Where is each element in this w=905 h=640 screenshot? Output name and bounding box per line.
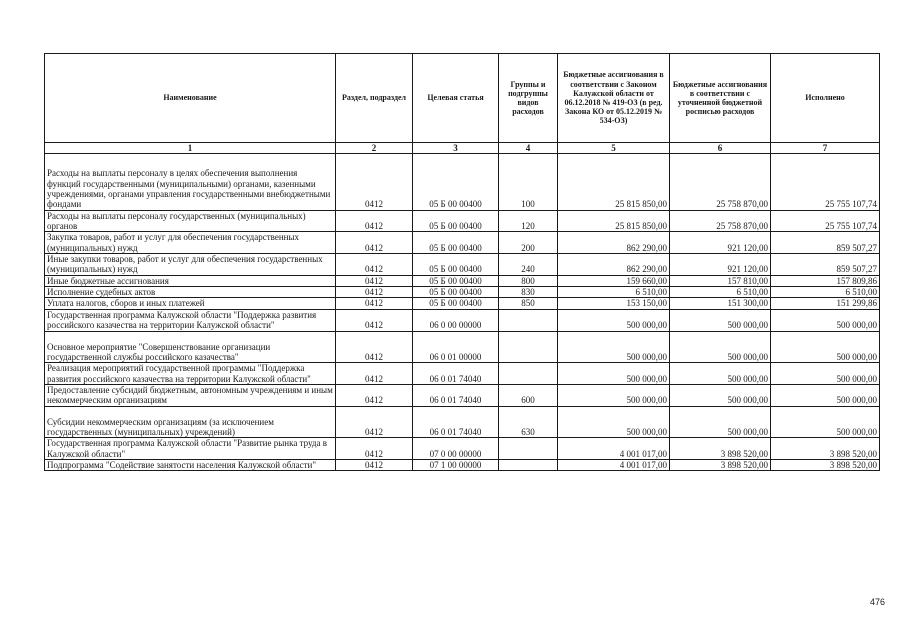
row-target: 06 0 01 74040: [413, 363, 499, 385]
row-section: 0412: [336, 168, 413, 210]
table-row: [45, 406, 880, 438]
row-target: 05 Б 00 00400: [413, 210, 499, 232]
row-budget-refined: 500 000,00: [670, 309, 771, 331]
row-section: 0412: [336, 406, 413, 438]
row-group: 850: [499, 298, 558, 309]
row-section: 0412: [336, 384, 413, 406]
row-executed: 25 755 107,74: [771, 210, 880, 232]
row-name: Закупка товаров, работ и услуг для обеспечения государственных (муниципальных) нужд: [45, 232, 336, 254]
row-budget-refined: 921 120,00: [670, 232, 771, 254]
row-section: 0412: [336, 331, 413, 363]
row-section: 0412: [336, 438, 413, 460]
row-executed: 151 299,86: [771, 298, 880, 309]
row-name: Реализация мероприятий государственной программы "Поддержка развития российского казачества на территории Калужской области": [45, 363, 336, 385]
row-executed: 500 000,00: [771, 384, 880, 406]
row-budget-law: 153 150,00: [558, 298, 670, 309]
row-group: 100: [499, 168, 558, 210]
row-executed: 157 809,86: [771, 275, 880, 286]
column-number-row: [45, 143, 880, 154]
row-target: 06 0 01 74040: [413, 384, 499, 406]
row-group: 120: [499, 210, 558, 232]
page-number: 476: [870, 597, 886, 607]
row-budget-law: 500 000,00: [558, 331, 670, 363]
row-name: Иные бюджетные ассигнования: [45, 275, 336, 286]
row-group: 630: [499, 406, 558, 438]
row-target: 07 0 00 00000: [413, 438, 499, 460]
row-group: 240: [499, 254, 558, 276]
row-budget-law: 6 510,00: [558, 287, 670, 298]
row-group: [499, 438, 558, 460]
column-number: 6: [670, 143, 771, 154]
row-group: 600: [499, 384, 558, 406]
row-budget-refined: 500 000,00: [670, 406, 771, 438]
row-section: 0412: [336, 287, 413, 298]
row-executed: 500 000,00: [771, 406, 880, 438]
row-executed: 500 000,00: [771, 363, 880, 385]
row-target: 07 1 00 00000: [413, 459, 499, 470]
row-section: 0412: [336, 298, 413, 309]
row-name: Государственная программа Калужской области "Развитие рынка труда в Калужской области": [45, 438, 336, 460]
budget-report-sheet: [44, 53, 879, 471]
row-budget-refined: 25 758 870,00: [670, 168, 771, 210]
row-target: 05 Б 00 00400: [413, 298, 499, 309]
row-budget-refined: 921 120,00: [670, 254, 771, 276]
row-executed: 25 755 107,74: [771, 168, 880, 210]
table-row: [45, 275, 880, 286]
header-target: Целевая статья: [413, 54, 499, 143]
row-budget-law: 4 001 017,00: [558, 438, 670, 460]
row-budget-law: 500 000,00: [558, 384, 670, 406]
row-section: 0412: [336, 254, 413, 276]
row-section: 0412: [336, 275, 413, 286]
row-name: Иные закупки товаров, работ и услуг для обеспечения государственных (муниципальных) нужд: [45, 254, 336, 276]
row-executed: 500 000,00: [771, 309, 880, 331]
header-budget-refined: Бюджетные ассигнования в соответствии с уточненной бюджетной росписью расходов: [670, 54, 771, 143]
row-target: 05 Б 00 00400: [413, 287, 499, 298]
table-row: [45, 254, 880, 276]
table-row: [45, 309, 880, 331]
row-budget-refined: 151 300,00: [670, 298, 771, 309]
row-target: 05 Б 00 00400: [413, 254, 499, 276]
column-number: 1: [45, 143, 336, 154]
row-name: Исполнение судебных актов: [45, 287, 336, 298]
column-number: 2: [336, 143, 413, 154]
row-section: 0412: [336, 210, 413, 232]
row-budget-law: 500 000,00: [558, 309, 670, 331]
row-group: 800: [499, 275, 558, 286]
row-budget-law: 25 815 850,00: [558, 168, 670, 210]
row-budget-refined: 3 898 520,00: [670, 438, 771, 460]
table-row: [45, 232, 880, 254]
row-group: [499, 309, 558, 331]
row-executed: 859 507,27: [771, 254, 880, 276]
row-target: 06 0 00 00000: [413, 309, 499, 331]
row-group: [499, 459, 558, 470]
table-row: [45, 168, 880, 210]
row-target: 06 0 01 74040: [413, 406, 499, 438]
row-budget-refined: 157 810,00: [670, 275, 771, 286]
row-executed: 3 898 520,00: [771, 438, 880, 460]
row-budget-refined: 500 000,00: [670, 363, 771, 385]
row-name: Уплата налогов, сборов и иных платежей: [45, 298, 336, 309]
row-budget-law: 500 000,00: [558, 406, 670, 438]
row-target: 05 Б 00 00400: [413, 232, 499, 254]
row-budget-law: 159 660,00: [558, 275, 670, 286]
table-row: [45, 459, 880, 470]
row-name: Субсидии некоммерческим организациям (за исключением государственных (муниципальных) учреждений): [45, 406, 336, 438]
row-budget-refined: 3 898 520,00: [670, 459, 771, 470]
row-name: Расходы на выплаты персоналу в целях обеспечения выполнения функций государственными (муниципальными) органами, казенными учреждениями, органами управления государственными внебюджетными фондами: [45, 168, 336, 210]
row-target: 05 Б 00 00400: [413, 275, 499, 286]
column-number: 3: [413, 143, 499, 154]
row-target: 05 Б 00 00400: [413, 168, 499, 210]
column-number: 4: [499, 143, 558, 154]
header-row: [45, 54, 880, 143]
table-row: [45, 210, 880, 232]
row-budget-refined: 25 758 870,00: [670, 210, 771, 232]
row-group: [499, 331, 558, 363]
column-number: 7: [771, 143, 880, 154]
row-budget-law: 500 000,00: [558, 363, 670, 385]
table-row: [45, 298, 880, 309]
header-groups: Группы и подгруппы видов расходов: [499, 54, 558, 143]
row-budget-law: 862 290,00: [558, 232, 670, 254]
header-name: Наименование: [45, 54, 336, 143]
row-group: 200: [499, 232, 558, 254]
row-budget-refined: 6 510,00: [670, 287, 771, 298]
row-budget-law: 862 290,00: [558, 254, 670, 276]
row-name: Расходы на выплаты персоналу государственных (муниципальных) органов: [45, 210, 336, 232]
spacer-row: [45, 154, 880, 169]
row-section: 0412: [336, 309, 413, 331]
table-row: [45, 363, 880, 385]
table-row: [45, 384, 880, 406]
table-row: [45, 287, 880, 298]
row-group: [499, 363, 558, 385]
row-name: Подпрограмма "Содействие занятости населения Калужской области": [45, 459, 336, 470]
row-section: 0412: [336, 459, 413, 470]
table-row: [45, 331, 880, 363]
header-executed: Исполнено: [771, 54, 880, 143]
budget-table: [44, 53, 880, 471]
header-budget-law: Бюджетные ассигнования в соответствии с Законом Калужской области от 06.12.2018 № 419-ОЗ (в ред. Закона КО от 05.12.2019 № 534-ОЗ): [558, 54, 670, 143]
row-budget-refined: 500 000,00: [670, 384, 771, 406]
row-name: Предоставление субсидий бюджетным, автономным учреждениям и иным некоммерческим организациям: [45, 384, 336, 406]
row-target: 06 0 01 00000: [413, 331, 499, 363]
row-budget-law: 4 001 017,00: [558, 459, 670, 470]
row-executed: 3 898 520,00: [771, 459, 880, 470]
row-section: 0412: [336, 232, 413, 254]
table-row: [45, 438, 880, 460]
header-section: Раздел, подраздел: [336, 54, 413, 143]
row-group: 830: [499, 287, 558, 298]
row-name: Основное мероприятие "Совершенствование организации государственной службы российского казачества": [45, 331, 336, 363]
row-budget-law: 25 815 850,00: [558, 210, 670, 232]
row-section: 0412: [336, 363, 413, 385]
row-budget-refined: 500 000,00: [670, 331, 771, 363]
row-name: Государственная программа Калужской области "Поддержка развития российского казачества на территории Калужской области": [45, 309, 336, 331]
row-executed: 500 000,00: [771, 331, 880, 363]
row-executed: 6 510,00: [771, 287, 880, 298]
row-executed: 859 507,27: [771, 232, 880, 254]
column-number: 5: [558, 143, 670, 154]
